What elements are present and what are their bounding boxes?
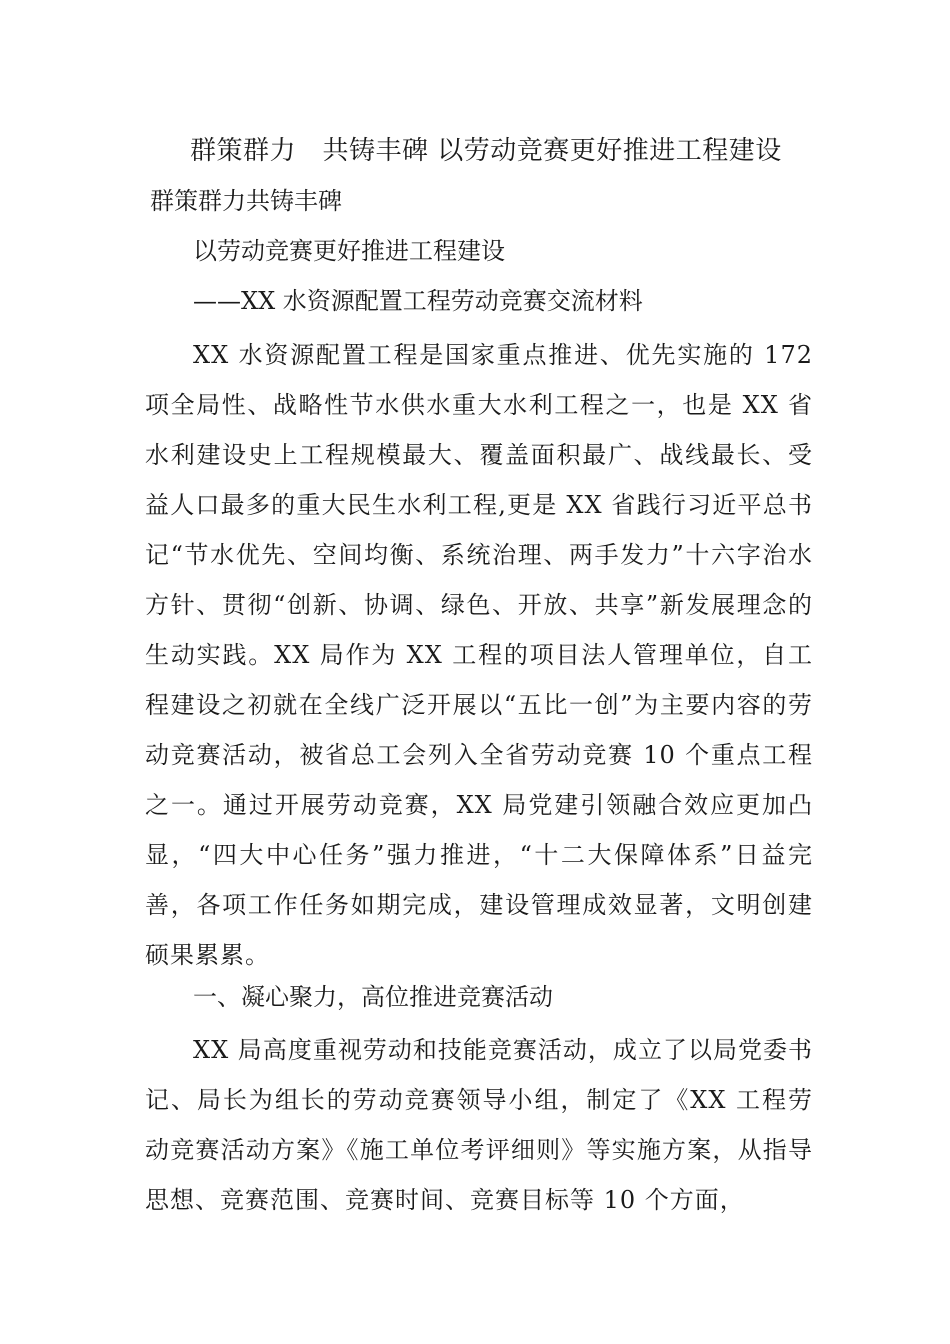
body-paragraph-2: XX 局高度重视劳动和技能竞赛活动，成立了以局党委书记、局长为组长的劳动竞赛领导小组，制定了《XX 工程劳动竞赛活动方案》《施工单位考评细则》等实施方案，从指导思想、竞赛范围、竞赛时间、竞赛目标等 10 个方面，: [145, 1036, 813, 1214]
body-paragraph-1: XX 水资源配置工程是国家重点推进、优先实施的 172 项全局性、战略性节水供水重大水利工程之一，也是 XX 省水利建设史上工程规模最大、覆盖面积最广、战线最长、受益人口最多的重大民生水利工程,更是 XX 省践行习近平总书记“节水优先、空间均衡、系统治理、两手发力”十六字治水方针、贯彻“创新、协调、绿色、开放、共享”新发展理念的生动实践。XX 局作为 XX 工程的项目法人管理单位，自工程建设之初就在全线广泛开展以“五比一创”为主要内容的劳动竞赛活动，被省总工会列入全省劳动竞赛 10 个重点工程之一。通过开展劳动竞赛，XX 局党建引领融合效应更加凸显，“四大中心任务”强力推进，“十二大保障体系”日益完善，各项工作任务如期完成，建设管理成效显著，文明创建硕果累累。: [145, 341, 813, 969]
section-heading-1: 一、凝心聚力，高位推进竞赛活动: [193, 983, 553, 1011]
document-title: 群策群力 共铸丰碑 以劳动竞赛更好推进工程建设: [190, 136, 782, 166]
subtitle-line-3: ——XX 水资源配置工程劳动竞赛交流材料: [193, 287, 643, 315]
subtitle-line-2: 以劳动竞赛更好推进工程建设: [193, 237, 505, 265]
subtitle-line-1: 群策群力共铸丰碑: [150, 187, 342, 215]
